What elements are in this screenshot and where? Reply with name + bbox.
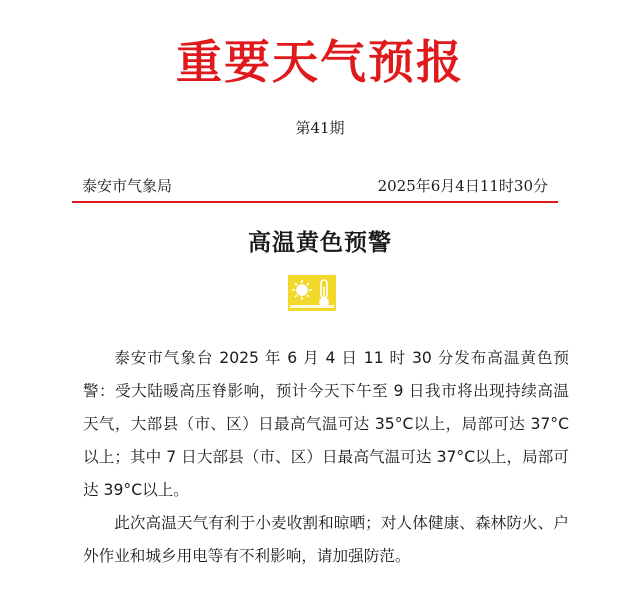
warning-body (83, 342, 569, 573)
issuer-name: 泰安市气象局 (82, 177, 173, 195)
warning-paragraph-1: 泰安市气象台 2025 年 6 月 4 日 11 时 30 分发布高温黄色预警：受大陆暖高压脊影响，预计今天下午至 9 日我市将出现持续高温天气，大部县（市、区）日最高气温可达 35°C以上，局部可达 37°C以上；其中 7 日大部县（市、区）日最高气温可达 37°C以上，局部可达 39°C以上。 (83, 349, 569, 499)
red-divider-line (72, 201, 558, 203)
warning-paragraph-2: 此次高温天气有利于小麦收割和晾晒；对人体健康、森林防火、户外作业和城乡用电等有不利影响，请加强防范。 (83, 514, 569, 565)
high-temperature-yellow-warning-icon (288, 275, 336, 311)
bulletin-masthead: 重要天气预报 (176, 35, 464, 89)
warning-headline: 高温黄色预警 (248, 229, 392, 256)
issue-timestamp: 2025年6月4日11时30分 (377, 177, 548, 195)
bulletin-meta-row (82, 175, 548, 197)
issue-number: 第41期 (295, 119, 345, 137)
